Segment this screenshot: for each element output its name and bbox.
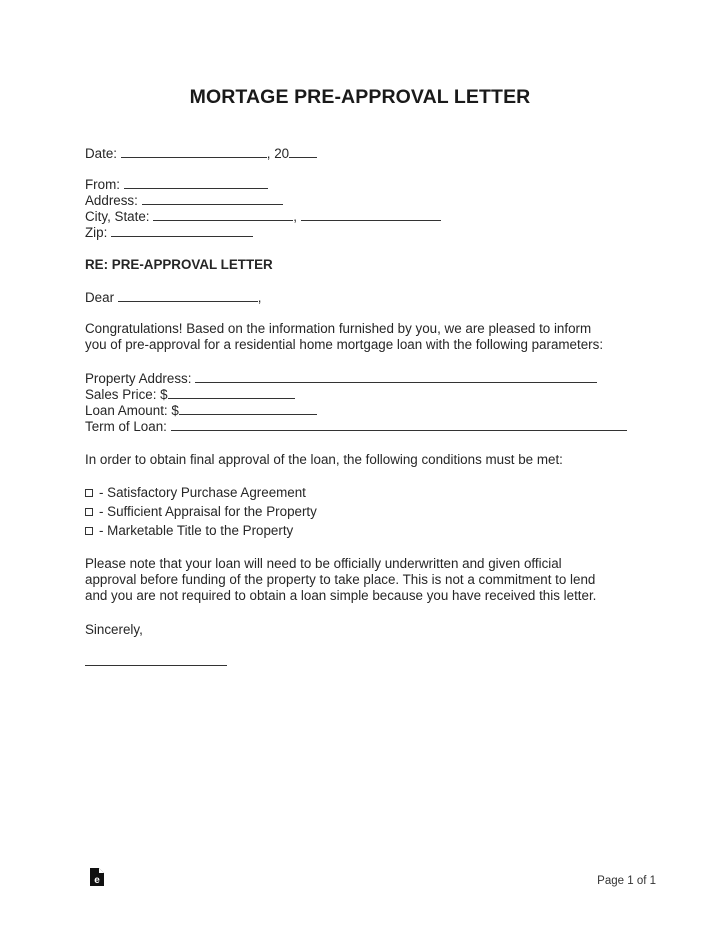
condition-label: - Satisfactory Purchase Agreement bbox=[99, 485, 306, 500]
eforms-logo-icon bbox=[90, 868, 104, 891]
dear-comma: , bbox=[257, 290, 262, 305]
sales-price-blank[interactable] bbox=[168, 386, 295, 399]
sales-price-label: Sales Price: $ bbox=[85, 387, 168, 402]
state-blank[interactable] bbox=[301, 208, 441, 221]
address-label: Address: bbox=[85, 193, 138, 208]
note-line-3: and you are not required to obtain a loan simple because you have received this letter. bbox=[85, 588, 597, 603]
note-line-1: Please note that your loan will need to be officially underwritten and given official bbox=[85, 556, 562, 571]
address-blank[interactable] bbox=[142, 192, 283, 205]
loan-amount-line bbox=[85, 402, 317, 419]
re-line: RE: PRE-APPROVAL LETTER bbox=[85, 257, 273, 272]
page-number: Page 1 of 1 bbox=[597, 875, 656, 887]
term-label: Term of Loan: bbox=[85, 419, 167, 434]
signature-line[interactable] bbox=[85, 665, 227, 666]
closing: Sincerely, bbox=[85, 622, 143, 637]
condition-label: - Sufficient Appraisal for the Property bbox=[99, 504, 317, 519]
dear-line bbox=[85, 289, 262, 306]
from-line bbox=[85, 176, 268, 193]
condition-item bbox=[85, 523, 293, 539]
svg-text:e: e bbox=[94, 875, 100, 886]
city-blank[interactable] bbox=[153, 208, 293, 221]
date-label: Date: bbox=[85, 146, 118, 161]
congrats-line-2: you of pre-approval for a residential home mortgage loan with the following parameters: bbox=[85, 337, 604, 352]
checkbox-icon[interactable] bbox=[85, 508, 93, 516]
dear-blank[interactable] bbox=[118, 289, 258, 302]
loan-amount-label: Loan Amount: $ bbox=[85, 403, 179, 418]
year-blank[interactable] bbox=[289, 145, 317, 158]
condition-item bbox=[85, 504, 317, 520]
congrats-line-1: Congratulations! Based on the information furnished by you, we are pleased to inform bbox=[85, 321, 592, 336]
term-line bbox=[85, 418, 627, 435]
from-label: From: bbox=[85, 177, 120, 192]
property-address-line bbox=[85, 370, 597, 387]
dear-label: Dear bbox=[85, 290, 115, 305]
date-year-prefix: , 20 bbox=[266, 146, 290, 161]
note-line-2: approval before funding of the property to take place. This is not a commitment to lend bbox=[85, 572, 596, 587]
date-blank[interactable] bbox=[121, 145, 267, 158]
property-address-label: Property Address: bbox=[85, 371, 192, 386]
city-state-line bbox=[85, 208, 441, 225]
condition-item bbox=[85, 485, 306, 501]
property-address-blank[interactable] bbox=[195, 370, 597, 383]
loan-amount-blank[interactable] bbox=[179, 402, 317, 415]
term-blank[interactable] bbox=[171, 418, 627, 431]
document-title: MORTAGE PRE-APPROVAL LETTER bbox=[189, 86, 531, 108]
city-state-label: City, State: bbox=[85, 209, 150, 224]
sales-price-line bbox=[85, 386, 295, 403]
conditions-intro: In order to obtain final approval of the loan, the following conditions must be met: bbox=[85, 452, 563, 467]
city-state-comma: , bbox=[293, 209, 297, 224]
zip-label: Zip: bbox=[85, 225, 108, 240]
checkbox-icon[interactable] bbox=[85, 527, 93, 535]
checkbox-icon[interactable] bbox=[85, 489, 93, 497]
condition-label: - Marketable Title to the Property bbox=[99, 523, 294, 538]
zip-blank[interactable] bbox=[111, 224, 253, 237]
from-blank[interactable] bbox=[124, 176, 268, 189]
address-line bbox=[85, 192, 283, 209]
zip-line bbox=[85, 224, 253, 241]
date-line bbox=[85, 145, 317, 162]
